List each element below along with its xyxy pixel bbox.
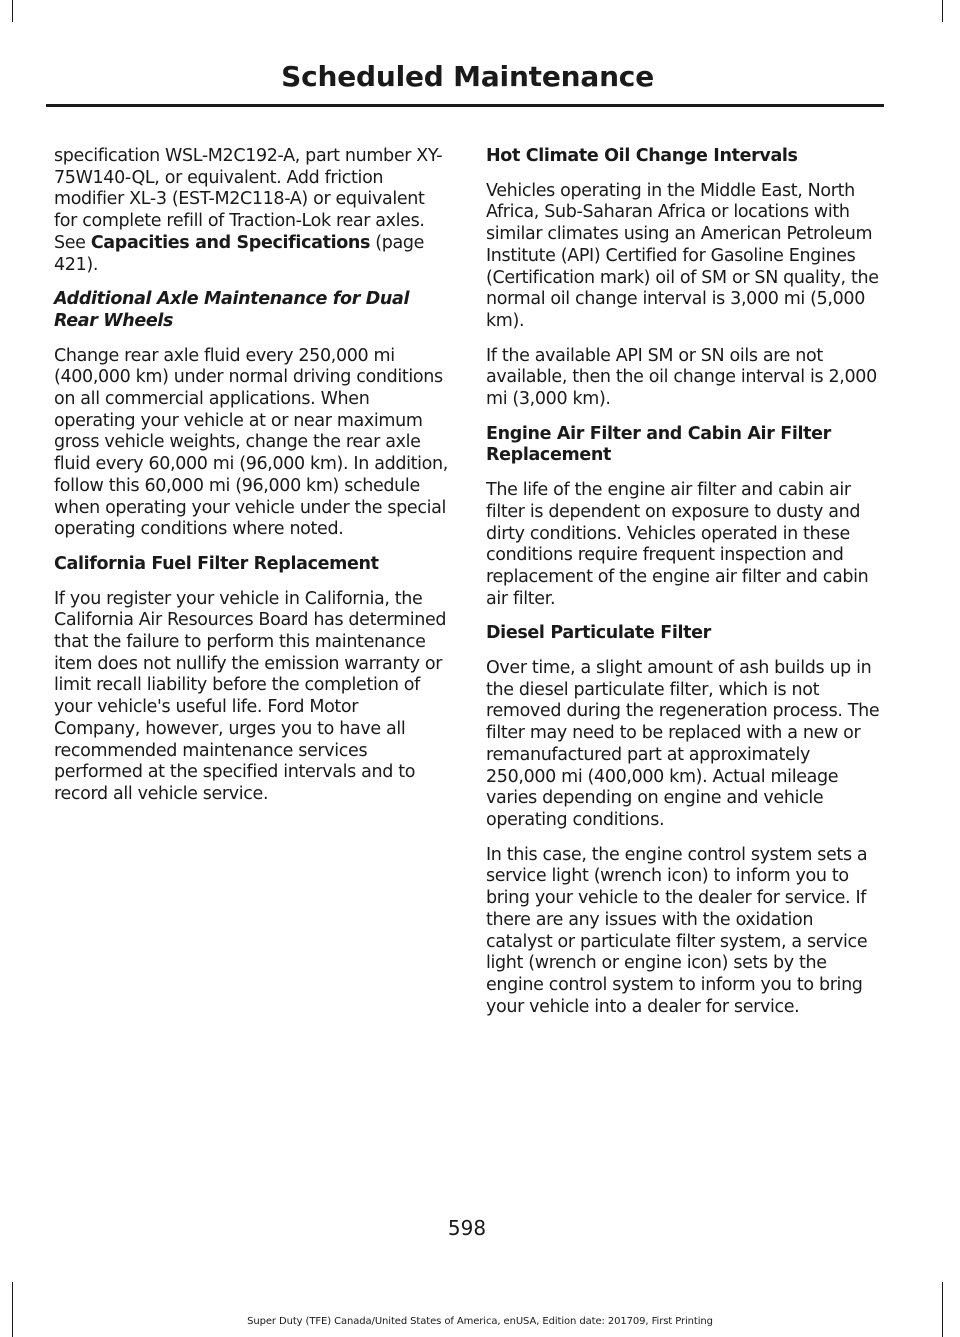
page-number: 598 [447,1216,487,1240]
title-rule [46,104,884,107]
dual-rear-wheels-paragraph: Change rear axle fluid every 250,000 mi (400,000 km) under normal driving conditions on all commercial applications. When operating your vehicle at or near maximum gross vehicle weights, change the rear axle fluid every 60,000 mi (96,000 km). In addition, follow this 60,000 mi (96,000 km) schedule when operating your vehicle under the special operating conditions where noted. [54,345,448,540]
diesel-particulate-filter-paragraph-1: Over time, a slight amount of ash builds up in the diesel particulate filter, which is not removed during the regeneration process. The filter may need to be replaced with a new or remanufactured part at approximately 250,000 mi (400,000 km). Actual mileage varies depending on engine and vehicle operating conditions. [486,658,880,830]
air-filter-paragraph: The life of the engine air filter and cabin air filter is dependent on exposure to dusty and dirty conditions. Vehicles operated in these conditions require frequent inspection and replacement of the engine air filter and cabin air filter. [486,480,869,609]
crop-mark-top-left [12,0,13,22]
california-fuel-filter-paragraph: If you register your vehicle in California, the California Air Resources Board has determined that the failure to perform this maintenance item does not nullify the emission warranty or limit recall liability before the completion of your vehicle's useful life. Ford Motor Company, however, urges you to have all recommended maintenance services performed at the specified intervals and to record all vehicle service. [54,588,447,804]
hot-climate-heading: Hot Climate Oil Change Intervals [486,146,798,166]
hot-climate-paragraph-2: If the available API SM or SN oils are not available, then the oil change interval is 2,000 mi (3,000 km). [486,345,877,410]
capacities-specifications-link[interactable]: Capacities and Specifications [90,232,371,253]
diesel-particulate-filter-heading: Diesel Particulate Filter [486,623,711,644]
california-fuel-filter-heading: California Fuel Filter Replacement [54,553,379,574]
diesel-particulate-filter-paragraph-2: In this case, the engine control system sets a service light (wrench icon) to inform you to bring your vehicle to the dealer for service. If there are any issues with the oxidation catalyst or particulate filter system, a service light (wrench or engine icon) sets by the engine control system to inform you to bring your vehicle into a dealer for service. [486,844,868,1017]
axle-fluid-spec-paragraph [54,146,448,276]
crop-mark-top-right [942,0,943,22]
hot-climate-paragraph-1: Vehicles operating in the Middle East, North Africa, Sub-Saharan Africa or locations with similar climates using an American Petroleum Institute (API) Certified for Gasoline Engines (Certification mark) oil of SM or SN quality, the normal oil change interval is 3,000 mi (5,000 km). [486,180,879,331]
crop-mark-bottom-left [12,1282,13,1337]
edition-footer: Super Duty (TFE) Canada/United States of America, enUSA, Edition date: 201709, First Printing [247,1316,713,1327]
right-column [486,146,880,1031]
left-column [54,146,448,819]
page-title: Scheduled Maintenance [281,60,654,93]
dual-rear-wheels-heading: Additional Axle Maintenance for Dual Rear Wheels [54,289,410,331]
crop-mark-bottom-right [942,1282,943,1337]
page-reference: (page 421). [54,232,425,275]
axle-fluid-spec-text: specification WSL-M2C192-A, part number XY-75W140-QL, or equivalent. Add friction modifier XL-3 (EST-M2C118-A) or equivalent for complete refill of Traction-Lok rear axles. See [54,146,443,253]
air-filter-heading: Engine Air Filter and Cabin Air Filter Replacement [486,423,831,466]
